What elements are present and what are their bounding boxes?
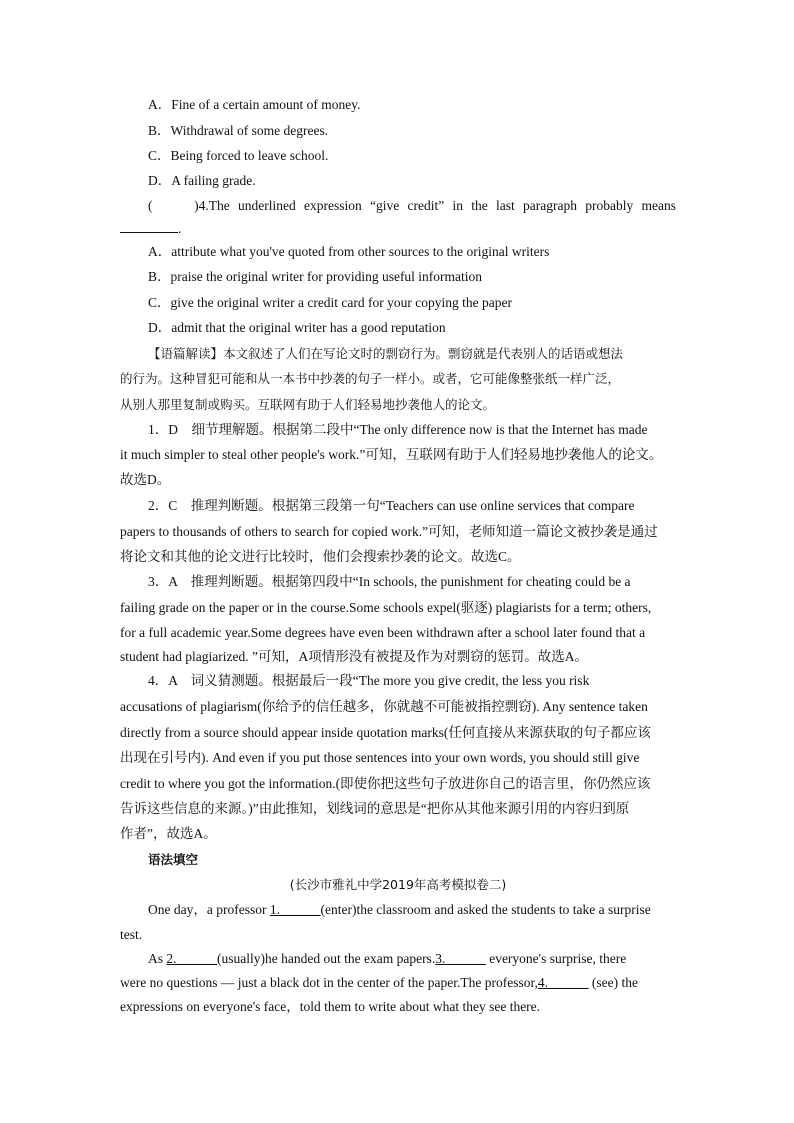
q4-prompt: ( )4.The underlined expression “give credit” in the last paragraph probably means: [148, 198, 676, 213]
answer-3-line-3: for a full academic year.Some degrees have even been withdrawn after a school later found that a: [120, 625, 646, 640]
grammar-p1-line-1: [148, 901, 676, 919]
section-heading: 语法填空: [148, 852, 199, 867]
grammar-text: (usually)he handed out the exam papers.: [217, 951, 436, 966]
q4-option-c: C．give the original writer a credit card for your copying the paper: [148, 295, 512, 310]
grammar-p2-line-1: [148, 950, 676, 968]
q4-option-d: D．admit that the original writer has a good reputation: [148, 320, 446, 335]
answer-2-line-1: 2．C 推理判断题。根据第三段第一句“Teachers can use online services that compare: [148, 498, 635, 513]
q3-option-c: C．Being forced to leave school.: [148, 148, 329, 163]
answer-1-line-2: it much simpler to steal other people's work.”可知，互联网有助于人们轻易地抄袭他人的论文。: [120, 447, 663, 462]
answer-4-line-4: 出现在引号内). And even if you put those sentences into your own words, you should still give: [120, 750, 640, 765]
blank-1[interactable]: 1.______: [269, 902, 321, 917]
q4-option-b: B．praise the original writer for providing useful information: [148, 269, 483, 284]
answer-4-line-2: accusations of plagiarism(你给予的信任越多，你就越不可能被指控剽窃). Any sentence taken: [120, 699, 648, 714]
grammar-text: were no questions — just a black dot in the center of the paper.The professor,: [120, 975, 538, 990]
q4-prompt-end: .: [178, 221, 182, 236]
q3-option-a: A．Fine of a certain amount of money.: [148, 97, 361, 112]
answer-1-line-1: 1．D 细节理解题。根据第二段中“The only difference now is that the Internet has made: [148, 422, 648, 437]
answer-2-line-2: papers to thousands of others to search for copied work.”可知，老师知道一篇论文被抄袭是通过: [120, 524, 658, 539]
q4-prompt-blank: [120, 220, 676, 238]
analysis-line-1: 【语篇解读】本文叙述了人们在写论文时的剽窃行为。剽窃就是代表别人的话语或想法: [148, 346, 624, 361]
answer-3-line-1: 3．A 推理判断题。根据第四段中“In schools, the punishment for cheating could be a: [148, 574, 631, 589]
answer-3-line-2: failing grade on the paper or in the course.Some schools expel(驱逐) plagiarists for a term; others,: [120, 600, 652, 615]
q3-option-d: D．A failing grade.: [148, 173, 256, 188]
blank-2[interactable]: 2.______: [166, 951, 218, 966]
grammar-text: As: [148, 951, 167, 966]
answer-2-line-3: 将论文和其他的论文进行比较时，他们会搜索抄袭的论文。故选C。: [120, 549, 521, 564]
grammar-text: One day，a professor: [148, 902, 270, 917]
answer-1-line-3: 故选D。: [120, 472, 171, 487]
q4-option-a: A．attribute what you've quoted from other sources to the original writers: [148, 244, 550, 259]
answer-4-line-7: 作者”，故选A。: [120, 826, 217, 841]
blank-3[interactable]: 3.______: [435, 951, 486, 966]
answer-4-line-1: 4．A 词义猜测题。根据最后一段“The more you give credit, the less you risk: [148, 673, 590, 688]
grammar-p2-line-3: expressions on everyone's face，told them to write about what they see there.: [120, 999, 541, 1014]
grammar-p2-line-2: [120, 974, 676, 992]
answer-4-line-3: directly from a source should appear inside quotation marks(任何直接从来源获取的句子都应该: [120, 725, 651, 740]
analysis-line-3: 从别人那里复制或购买。互联网有助于人们轻易地抄袭他人的论文。: [120, 397, 496, 412]
source-note: (长沙市雅礼中学2019年高考模拟卷二): [289, 877, 507, 892]
blank-4[interactable]: 4.______: [537, 975, 589, 990]
grammar-text: everyone's surprise, there: [485, 951, 627, 966]
answer-3-line-4: student had plagiarized. ”可知，A项情形没有被提及作为对剽窃的惩罚。故选A。: [120, 649, 588, 664]
answer-4-line-5: credit to where you got the information.(即使你把这些句子放进你自己的语言里，你仍然应该: [120, 776, 651, 791]
answer-blank: [120, 222, 178, 233]
q3-option-b: B．Withdrawal of some degrees.: [148, 123, 329, 138]
grammar-text: (see) the: [588, 975, 638, 990]
answer-4-line-6: 告诉这些信息的来源。)”由此推知，划线词的意思是“把你从其他来源引用的内容归到原: [120, 801, 630, 816]
grammar-p1-line-2: test.: [120, 927, 143, 942]
analysis-line-2: 的行为。这种冒犯可能和从一本书中抄袭的句子一样小。或者，它可能像整张纸一样广泛，: [120, 371, 621, 386]
grammar-text: (enter)the classroom and asked the students to take a surprise: [320, 902, 651, 917]
